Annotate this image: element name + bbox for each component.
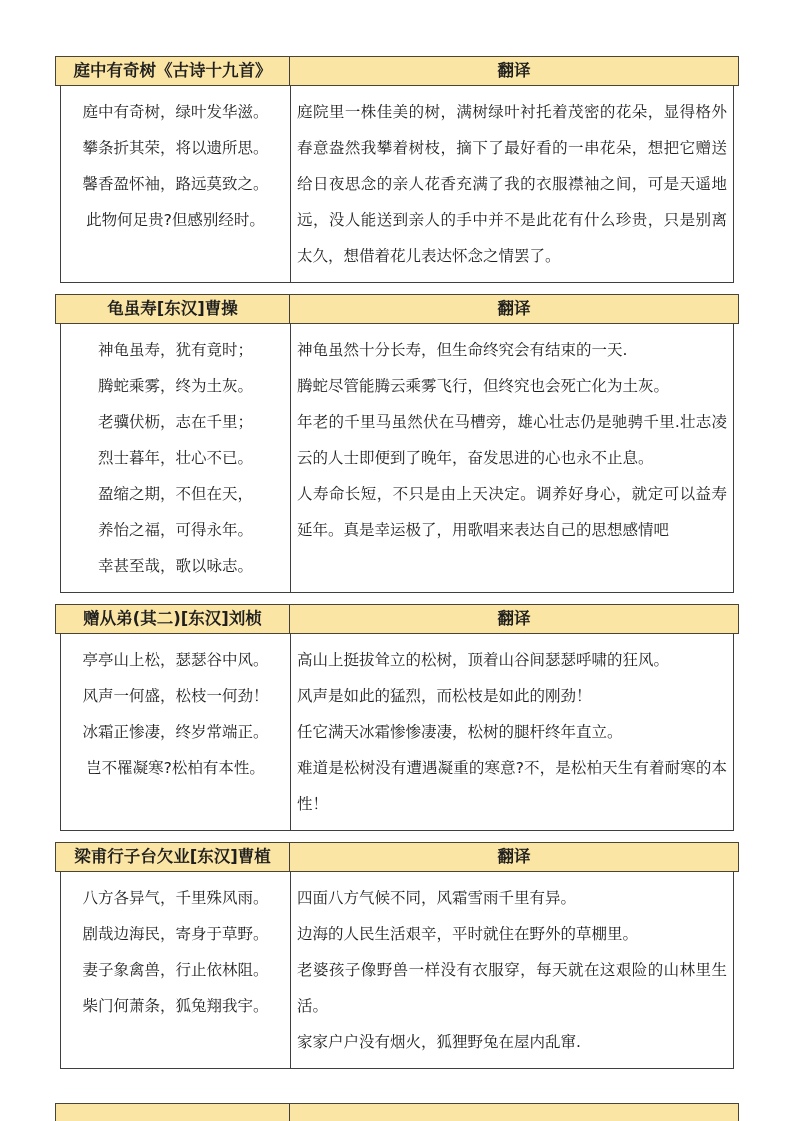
poem-title: 庭中有奇树《古诗十九首》 xyxy=(56,57,290,85)
poem-title: 龟虽寿[东汉]曹操 xyxy=(56,295,290,323)
poem-table-1 xyxy=(55,56,739,283)
table-body xyxy=(60,324,734,593)
poem-line: 剧哉边海民，寄身于草野。 xyxy=(82,925,269,943)
poem-table-2 xyxy=(55,294,739,593)
translation-header: 翻译 xyxy=(497,847,531,866)
poem-line: 腾蛇乘雾，终为土灰。 xyxy=(97,377,253,395)
translation-column xyxy=(291,872,733,1068)
translation-paragraph: 年老的千里马虽然伏在马槽旁，雄心壮志仍是驰骋千里.壮志凌云的人士即便到了晚年，奋发思进的心也永不止息。 xyxy=(297,413,727,467)
poem-line: 八方各异气，千里殊风雨。 xyxy=(82,889,269,907)
poem-line: 风声一何盛，松枝一何劲！ xyxy=(82,687,269,705)
translation-paragraph: 四面八方气候不同，风霜雪雨千里有异。 xyxy=(297,889,577,907)
poem-title: 赠从弟(其二)[东汉]刘桢 xyxy=(56,605,290,633)
poem-line: 岂不罹凝寒?松柏有本性。 xyxy=(86,759,265,777)
translation-paragraph: 边海的人民生活艰辛，平时就住在野外的草棚里。 xyxy=(297,925,639,943)
translation-column xyxy=(291,634,733,830)
poem-line: 馨香盈怀袖，路远莫致之。 xyxy=(82,175,269,193)
translation-column xyxy=(291,324,733,592)
poem-line: 此物何足贵?但感别经时。 xyxy=(86,211,265,229)
poem-line: 盈缩之期，不但在天， xyxy=(97,485,253,503)
table-body xyxy=(60,86,734,283)
poem-line: 冰霜正惨凄，终岁常端正。 xyxy=(82,723,269,741)
translation-paragraph: 腾蛇尽管能腾云乘雾飞行，但终究也会死亡化为土灰。 xyxy=(297,377,670,395)
poem-table-4 xyxy=(55,842,739,1069)
translation-paragraph: 庭院里一株佳美的树，满树绿叶衬托着茂密的花朵，显得格外春意盎然我攀着树枝，摘下了最好看的一串花朵，想把它赠送给日夜思念的亲人花香充满了我的衣服襟袖之间，可是天遥地远，没人能送到亲人的手中并不是此花有什么珍贵，只是别离太久，想借着花儿表达怀念之情罢了。 xyxy=(297,103,727,265)
poem-column xyxy=(61,872,291,1068)
translation-paragraph: 神龟虽然十分长寿，但生命终究会有结束的一天. xyxy=(297,341,628,359)
translation-paragraph: 家家户户没有烟火，狐狸野兔在屋内乱窜. xyxy=(297,1033,581,1051)
table-header-row xyxy=(55,56,739,86)
poem-column xyxy=(61,634,291,830)
table-header-row xyxy=(55,604,739,634)
translation-paragraph: 难道是松树没有遭遇凝重的寒意?不，是松柏天生有着耐寒的本性！ xyxy=(297,759,727,813)
translation-paragraph: 人寿命长短，不只是由上天决定。调养好身心，就定可以益寿延年。真是幸运极了，用歌唱来表达自己的思想感情吧 xyxy=(297,485,727,539)
translation-header: 翻译 xyxy=(497,609,531,628)
translation-paragraph: 风声是如此的猛烈，而松枝是如此的刚劲！ xyxy=(297,687,592,705)
poem-line: 神龟虽寿，犹有竟时； xyxy=(97,341,253,359)
poem-line: 老骥伏枥，志在千里； xyxy=(97,413,253,431)
poem-line: 庭中有奇树，绿叶发华滋。 xyxy=(82,103,269,121)
poem-line: 幸甚至哉，歌以咏志。 xyxy=(97,557,253,575)
translation-header: 翻译 xyxy=(497,299,531,318)
poem-table-3 xyxy=(55,604,739,831)
poem-title: 梁甫行子台欠业[东汉]曹植 xyxy=(56,843,290,871)
translation-paragraph: 老婆孩子像野兽一样没有衣服穿，每天就在这艰险的山林里生活。 xyxy=(297,961,727,1015)
poem-line: 妻子象禽兽，行止依林阻。 xyxy=(82,961,269,979)
poem-column xyxy=(61,324,291,592)
poem-column xyxy=(61,86,291,282)
table-header-row xyxy=(55,294,739,324)
poem-line: 养怡之福，可得永年。 xyxy=(97,521,253,539)
translation-column xyxy=(291,86,733,282)
translation-paragraph: 高山上挺拔耸立的松树，顶着山谷间瑟瑟呼啸的狂风。 xyxy=(297,651,670,669)
translation-header: 翻译 xyxy=(497,61,531,80)
table-header-row xyxy=(55,842,739,872)
poem-line: 烈士暮年，壮心不已。 xyxy=(97,449,253,467)
partial-next-table-header xyxy=(55,1103,739,1121)
partial-header-title-cell xyxy=(56,1104,290,1121)
translation-paragraph: 任它满天冰霜惨惨凄凄，松树的腿杆终年直立。 xyxy=(297,723,623,741)
poem-line: 亭亭山上松，瑟瑟谷中风。 xyxy=(82,651,269,669)
table-body xyxy=(60,872,734,1069)
poem-line: 攀条折其荣，将以遗所思。 xyxy=(82,139,269,157)
table-body xyxy=(60,634,734,831)
poem-line: 柴门何萧条，狐兔翔我宇。 xyxy=(82,997,269,1015)
